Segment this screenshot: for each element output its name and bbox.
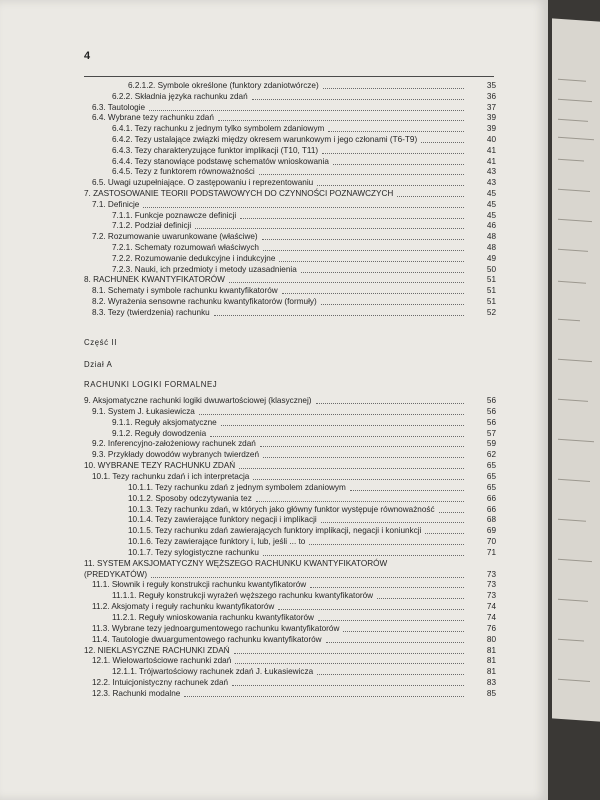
toc-entry-title: 9.2. Inferencyjno-założeniowy rachunek zdań [92, 439, 256, 449]
toc-entry-title: 10.1.5. Tezy rachunku zdań zawierających funktory implikacji, negacji i koniunkcji [128, 526, 422, 536]
toc-entry-title: 6.4.1. Tezy rachunku z jednym tylko symbolem zdaniowym [112, 124, 325, 134]
toc-entry-title: 12. NIEKLASYCZNE RACHUNKI ZDAŃ [84, 645, 230, 655]
toc-entry-page: 80 [486, 634, 496, 644]
division-title: RACHUNKI LOGIKI FORMALNEJ [84, 380, 218, 389]
page-number: 4 [84, 50, 91, 62]
toc-entry [92, 471, 496, 482]
dot-leader [151, 576, 464, 578]
toc-entry [92, 102, 496, 113]
toc-entry-title: 6.2.2. Składnia języka rachunku zdań [112, 91, 248, 101]
dot-leader [253, 478, 464, 480]
toc-entry-page: 51 [486, 286, 496, 296]
dot-leader [317, 184, 464, 186]
dot-leader [301, 271, 464, 273]
toc-entry [84, 274, 496, 285]
toc-entry [92, 438, 496, 449]
dot-leader [282, 292, 464, 294]
toc-entry-title: 6.4.4. Tezy stanowiące podstawę schematów wnioskowania [112, 156, 329, 166]
toc-entry-page: 81 [486, 667, 496, 677]
toc-entry-title: 11.3. Wybrane tezy jednoargumentowego rachunku kwantyfikatorów [92, 623, 340, 633]
toc-entry-title: 6.4. Wybrane tezy rachunku zdań [92, 113, 214, 123]
toc-entry-page: 69 [486, 526, 496, 536]
toc-entry [84, 569, 496, 580]
toc-entry-title: 11.2.1. Reguły wnioskowania rachunku kwantyfikatorów [112, 613, 314, 622]
toc-entry-page: 74 [486, 602, 496, 612]
toc-entry [112, 91, 496, 102]
toc-entry [112, 253, 496, 264]
toc-entry [92, 688, 496, 699]
dot-leader [234, 652, 464, 654]
dot-leader [421, 141, 464, 143]
toc-entry-title: 10. WYBRANE TEZY RACHUNKU ZDAŃ [84, 461, 236, 471]
dot-leader [279, 260, 464, 262]
dot-leader [221, 424, 464, 426]
toc-entry-page: 48 [486, 232, 496, 242]
dot-leader [328, 130, 464, 132]
toc-entry-title: 12.3. Rachunki modalne [92, 688, 181, 698]
toc-entry [112, 428, 496, 439]
toc-entry-title: 12.1. Wielowartościowe rachunki zdań [92, 656, 232, 666]
toc-entry-page: 39 [486, 113, 496, 123]
toc-entry-page: 57 [486, 428, 496, 438]
toc-entry-title: 8. RACHUNEK KWANTYFIKATORÓW [84, 275, 225, 285]
toc-entry-page: 35 [486, 81, 496, 90]
toc-entry [112, 145, 496, 156]
toc-entry [92, 601, 496, 612]
toc-entry-title: 9.1.2. Reguły dowodzenia [112, 428, 207, 438]
toc-entry [84, 460, 496, 471]
dot-leader [377, 597, 464, 599]
toc-entry-title: 7.1. Definicje [92, 199, 140, 209]
toc-entry-page: 83 [486, 678, 496, 688]
dot-leader [256, 500, 464, 502]
toc-entry-title: (PREDYKATÓW) [84, 569, 148, 579]
toc-entry [128, 482, 496, 493]
toc-entry-page: 52 [486, 307, 496, 317]
toc-entry-title: 11.2. Aksjomaty i reguły rachunku kwantyfikatorów [92, 602, 275, 612]
toc-entry [112, 612, 496, 623]
dot-leader [143, 206, 464, 208]
toc-entry-title: 6.4.3. Tezy charakteryzujące funktor implikacji (T10, T11) [112, 145, 319, 155]
toc-entry [92, 677, 496, 688]
toc-entry-title: 10.1.6. Tezy zawierające funktory i, lub, jeśli ... to [128, 537, 306, 547]
toc-entry [84, 645, 496, 656]
toc-entry-title: 9.1. System J. Łukasiewicza [92, 406, 195, 416]
dot-leader [195, 227, 464, 229]
toc-entry-title: 12.1.1. Trójwartościowy rachunek zdań J. Łukasiewicza [112, 667, 314, 677]
toc-entry-page: 36 [486, 91, 496, 101]
dot-leader [232, 684, 464, 686]
toc-entry [92, 199, 496, 210]
toc-entry-title: 7.1.2. Podział definicji [112, 221, 192, 231]
toc-entry-title: 10.1.2. Sposoby odczytywania tez [128, 493, 252, 503]
toc-entry [92, 177, 496, 188]
dot-leader [323, 87, 464, 89]
toc-entry-title: 11.4. Tautologie dwuargumentowego rachunku kwantyfikatorów [92, 634, 322, 644]
toc-entry [92, 623, 496, 634]
dot-leader [229, 281, 464, 283]
toc-entry [112, 417, 496, 428]
toc-entry [112, 123, 496, 134]
toc-entry-page: 81 [486, 645, 496, 655]
toc-entry-page: 43 [486, 178, 496, 188]
toc-entry-title: 6.2.1.2. Symbole określone (funktory zdaniotwórcze) [128, 81, 319, 90]
toc-entry-title: 7.2.1. Schematy rozumowań właściwych [112, 243, 259, 252]
toc-entry-title: 10.1.3. Tezy rachunku zdań, w których jako główny funktor występuje równoważność [128, 504, 435, 514]
dot-leader [214, 314, 464, 316]
dot-leader [260, 445, 464, 447]
toc-entry-title: 6.4.5. Tezy z funktorem równoważności [112, 167, 255, 177]
toc-entry-page: 45 [486, 199, 496, 209]
toc-entry [112, 210, 496, 221]
dot-leader [425, 532, 464, 534]
toc-entry-page: 65 [486, 471, 496, 481]
toc-entry [128, 493, 496, 504]
toc-entry-page: 65 [486, 482, 496, 492]
toc-entry [84, 395, 496, 406]
toc-entry [84, 188, 496, 199]
dot-leader [397, 195, 464, 197]
toc-entry-page: 59 [486, 439, 496, 449]
toc-entry-page: 76 [486, 623, 496, 633]
toc-entry-page: 46 [486, 221, 496, 231]
facing-page-edge [552, 18, 600, 721]
toc-entry-title: 10.1.7. Tezy sylogistyczne rachunku [128, 547, 259, 557]
toc-entry-page: 73 [486, 569, 496, 579]
dot-leader [326, 641, 464, 643]
toc-entry [128, 547, 496, 558]
toc-entry-title: 11.1.1. Reguły konstrukcji wyrażeń węższego rachunku kwantyfikatorów [112, 591, 374, 601]
toc-entry [112, 220, 496, 231]
part-label: Część II [84, 338, 117, 347]
toc-entry-page: 39 [486, 124, 496, 134]
toc-entry [92, 634, 496, 645]
dot-leader [218, 119, 464, 121]
toc-entry-title: 9.3. Przykłady dowodów wybranych twierdzeń [92, 450, 260, 460]
dot-leader [321, 521, 464, 523]
dot-leader [235, 662, 464, 664]
toc-entry-title: 9. Aksjomatyczne rachunki logiki dwuwartościowej (klasycznej) [84, 396, 312, 405]
toc-entry-page: 68 [486, 515, 496, 525]
toc-entry-title: 12.2. Intuicjonistyczny rachunek zdań [92, 678, 229, 688]
toc-entry-page: 45 [486, 189, 496, 198]
toc-entry-page: 50 [486, 264, 496, 274]
toc-entry-title: 11. SYSTEM AKSJOMATYCZNY WĘŻSZEGO RACHUNKU KWANTYFIKATORÓW [84, 558, 388, 568]
toc-entry [92, 449, 496, 460]
dot-leader [149, 109, 464, 111]
toc-entry-title: 10.1.4. Tezy zawierające funktory negacji i implikacji [128, 515, 317, 525]
toc-entry-title: 7.1.1. Funkcje poznawcze definicji [112, 210, 237, 220]
toc-entry-title: 6.5. Uwagi uzupełniające. O zastępowaniu i reprezentowaniu [92, 178, 314, 188]
toc-entry-page: 81 [486, 656, 496, 666]
dot-leader [199, 413, 464, 415]
division-label: Dział A [84, 360, 113, 369]
dot-leader [210, 435, 464, 437]
dot-leader [350, 489, 464, 491]
toc-entry-title: 8.3. Tezy (twierdzenia) rachunku [92, 307, 210, 317]
dot-leader [333, 163, 464, 165]
dot-leader [263, 456, 464, 458]
dot-leader [259, 173, 464, 175]
toc-entry-page: 74 [486, 613, 496, 622]
toc-entry [112, 590, 496, 601]
toc-entry [128, 504, 496, 515]
dot-leader [317, 673, 464, 675]
dot-leader [252, 98, 464, 100]
toc-entry-page: 48 [486, 243, 496, 252]
toc-entry-page: 40 [486, 135, 496, 144]
toc-entry [92, 285, 496, 296]
toc-entry-page: 73 [486, 580, 496, 590]
toc-entry-page: 49 [486, 253, 496, 263]
toc-entry-title: 8.2. Wyrażenia sensowne rachunku kwantyfikatorów (formuły) [92, 297, 317, 306]
toc-entry-page: 70 [486, 537, 496, 547]
toc-entry [92, 579, 496, 590]
toc-entry [92, 296, 496, 307]
dot-leader [318, 619, 464, 621]
toc-entry [92, 307, 496, 318]
toc-entry-page: 37 [486, 102, 496, 112]
toc-entry [128, 80, 496, 91]
dot-leader [240, 217, 464, 219]
dot-leader [278, 608, 464, 610]
toc-entry-title: 11.1. Słownik i reguły konstrukcji rachunku kwantyfikatorów [92, 580, 307, 590]
toc-entry [112, 242, 496, 253]
dot-leader [309, 543, 464, 545]
toc-entry-title: 7. ZASTOSOWANIE TEORII PODSTAWOWYCH DO CZYNNOŚCI POZNAWCZYCH [84, 189, 394, 198]
toc-entry-page: 66 [486, 493, 496, 503]
dot-leader [321, 303, 464, 305]
dot-leader [263, 554, 464, 556]
toc-entry [112, 156, 496, 167]
toc-entry-page: 62 [486, 450, 496, 460]
toc-entry-page: 41 [486, 156, 496, 166]
toc-entry-page: 73 [486, 591, 496, 601]
toc-entry [128, 525, 496, 536]
dot-leader [322, 152, 464, 154]
dot-leader [316, 402, 464, 404]
toc-entry [92, 112, 496, 123]
toc-entry-title: 8.1. Schematy i symbole rachunku kwantyfikatorów [92, 286, 278, 296]
toc-entry [92, 231, 496, 242]
toc-entry [92, 655, 496, 666]
toc-entry [112, 264, 496, 275]
toc-entry [128, 514, 496, 525]
toc-entry-page: 56 [486, 417, 496, 427]
toc-entry-title: 6.4.2. Tezy ustalające związki między okresem warunkowym i jego członami (T6-T9) [112, 135, 418, 144]
toc-entry-title: 10.1.1. Tezy rachunku zdań z jednym symbolem zdaniowym [128, 482, 346, 492]
toc-entry-page: 51 [486, 275, 496, 285]
toc-entry-page: 56 [486, 396, 496, 405]
toc-entry [112, 166, 496, 177]
toc-entry-page: 45 [486, 210, 496, 220]
dot-leader [239, 467, 464, 469]
toc-entry [112, 134, 496, 145]
toc-entry-title: 10.1. Tezy rachunku zdań i ich interpretacja [92, 471, 250, 481]
toc-entry-title: 7.2. Rozumowanie uwarunkowane (właściwe) [92, 232, 258, 242]
toc-entry-page: 65 [486, 461, 496, 471]
toc-entry [128, 536, 496, 547]
toc-entry-page: 51 [486, 297, 496, 306]
toc-entry-page: 85 [486, 688, 496, 698]
dot-leader [310, 586, 464, 588]
dot-leader [184, 695, 464, 697]
toc-entry-page: 71 [486, 547, 496, 557]
toc-entry [92, 406, 496, 417]
toc-entry-title: 9.1.1. Reguły aksjomatyczne [112, 417, 217, 427]
dot-leader [263, 249, 464, 251]
toc-entry-title: 6.3. Tautologie [92, 102, 146, 112]
toc-entry-title: 7.2.3. Nauki, ich przedmioty i metody uzasadnienia [112, 264, 297, 274]
toc-entry-title: 7.2.2. Rozumowanie dedukcyjne i indukcyjne [112, 253, 276, 263]
toc-entry-page: 41 [486, 145, 496, 155]
toc-entry-page: 43 [486, 167, 496, 177]
toc-entry-page: 66 [486, 504, 496, 514]
dot-leader [262, 238, 464, 240]
toc-entry-page: 56 [486, 406, 496, 416]
dot-leader [343, 630, 464, 632]
dot-leader [439, 511, 464, 513]
toc-entry [84, 558, 496, 569]
toc-entry [112, 666, 496, 677]
